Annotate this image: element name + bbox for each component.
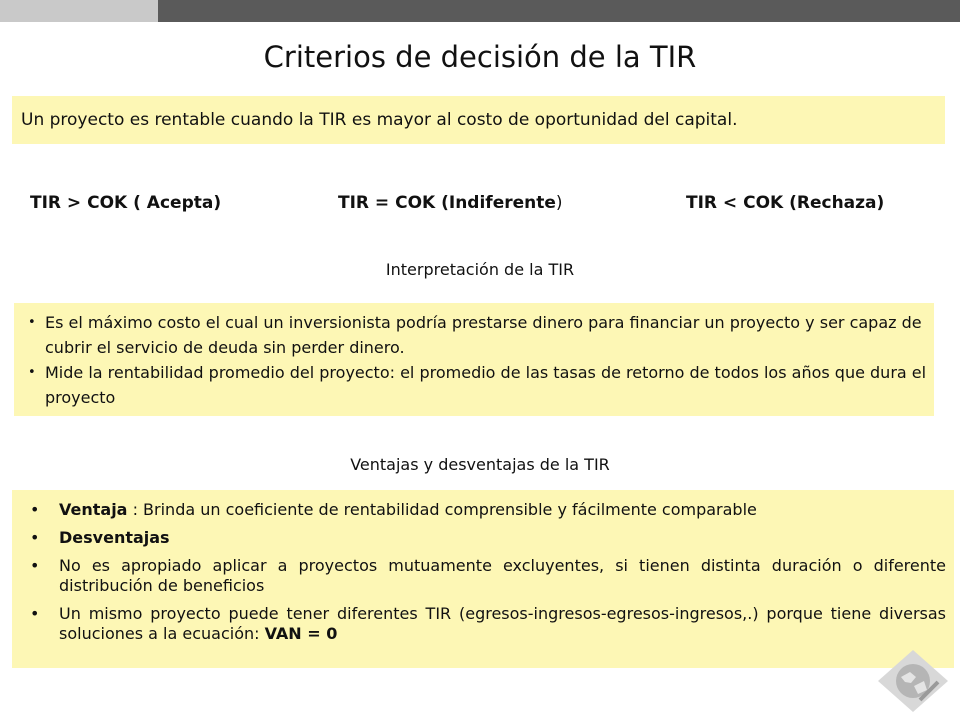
- criterion-reject: TIR < COK (Rechaza): [686, 193, 885, 213]
- interpretation-bullet-1: Es el máximo costo el cual un inversionista podría prestarse dinero para financiar un proyecto y ser capaz de cubrir el servicio de deuda sin perder dinero.: [45, 313, 922, 357]
- list-item: [30, 500, 946, 520]
- van-equation: VAN = 0: [264, 624, 338, 643]
- bullet-icon: •: [30, 500, 40, 519]
- list-item: [28, 360, 928, 410]
- interpretation-list: [28, 310, 928, 410]
- interpretation-box: [14, 303, 934, 416]
- criterion-accept: TIR > COK ( Acepta): [30, 193, 222, 213]
- list-item: [30, 604, 946, 644]
- list-item: [30, 528, 946, 548]
- pros-cons-heading: Ventajas y desventajas de la TIR: [350, 455, 610, 474]
- bullet-icon: •: [30, 604, 40, 623]
- interpretation-bullet-2: Mide la rentabilidad promedio del proyecto: el promedio de las tasas de retorno de todos los años que dura el proyecto: [45, 363, 927, 407]
- criterion-indifferent-label: TIR = COK (Indiferente: [338, 193, 556, 213]
- bullet-icon: •: [30, 528, 40, 547]
- top-bar-left: [0, 0, 158, 22]
- criterion-indifferent-paren: ): [555, 193, 563, 213]
- ventaja-text: : Brinda un coeficiente de rentabilidad comprensible y fácilmente comparable: [127, 500, 757, 519]
- pros-cons-box: [12, 490, 954, 668]
- bullet-icon: •: [30, 556, 40, 575]
- interpretation-heading: Interpretación de la TIR: [385, 260, 575, 279]
- desventajas-label: Desventajas: [59, 528, 170, 547]
- intro-box: [12, 96, 945, 144]
- top-bar-right: [158, 0, 960, 22]
- desventaja-item-1: No es apropiado aplicar a proyectos mutuamente excluyentes, si tienen distinta duración o diferente distribución de beneficios: [59, 556, 946, 595]
- desventaja-item-2: Un mismo proyecto puede tener diferentes TIR (egresos-ingresos-egresos-ingresos,.) porque tiene diversas soluciones a la ecuación:: [59, 604, 946, 643]
- bullet-icon: •: [28, 315, 36, 330]
- intro-text: Un proyecto es rentable cuando la TIR es mayor al costo de oportunidad del capital.: [21, 110, 738, 130]
- globe-logo-icon: [876, 648, 950, 714]
- list-item: [30, 556, 946, 596]
- bullet-icon: •: [28, 365, 36, 380]
- list-item: [28, 310, 928, 360]
- ventaja-label: Ventaja: [59, 500, 128, 519]
- slide-title: Criterios de decisión de la TIR: [263, 40, 697, 74]
- pros-cons-list: [30, 500, 946, 652]
- criterion-indifferent: [338, 193, 563, 213]
